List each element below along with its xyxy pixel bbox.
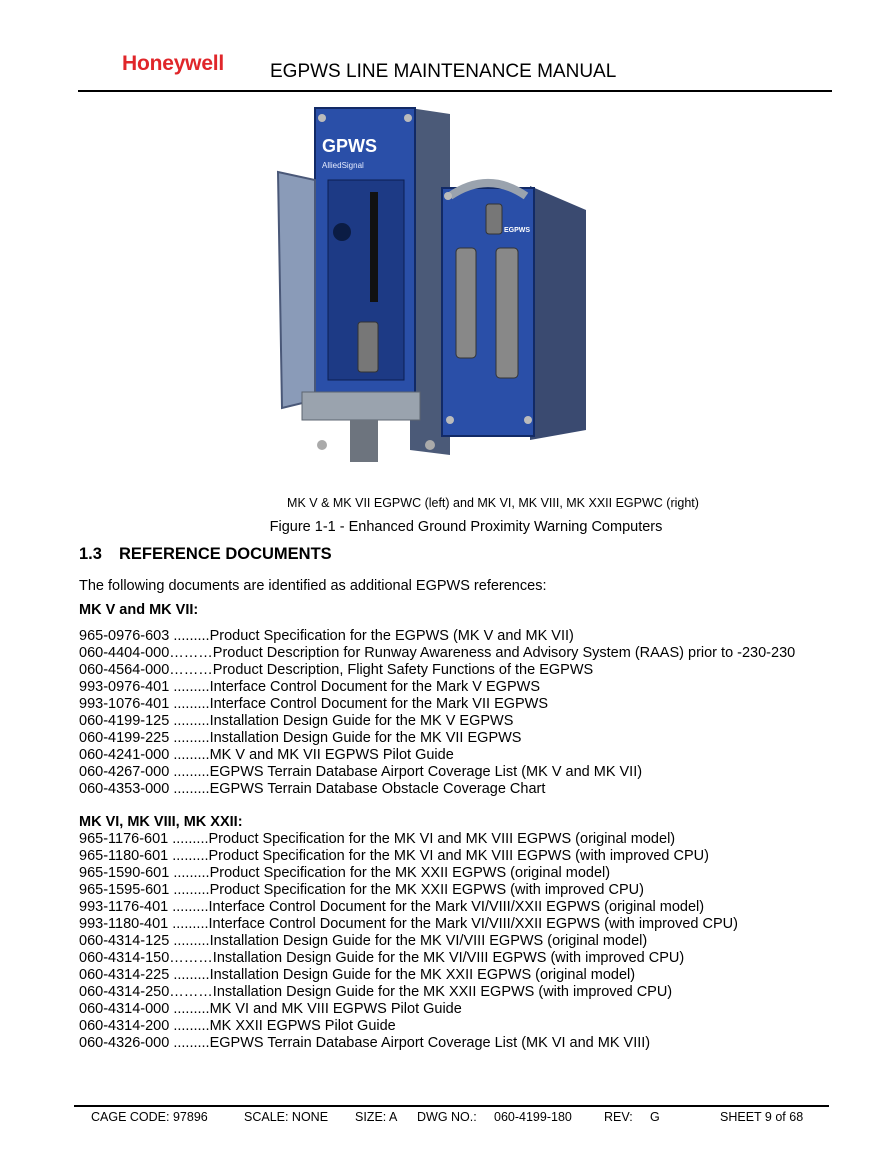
- doc-item: 965-1590-601 .........Product Specification for the MK XXII EGPWS (original model): [79, 865, 611, 881]
- rev-label: REV:: [604, 1110, 633, 1124]
- page-header: [78, 52, 832, 92]
- screw: [444, 192, 452, 200]
- group-heading-mk-v-vii: MK V and MK VII:: [79, 602, 199, 618]
- top-connector: [486, 204, 502, 234]
- egpws-computers-photo: [260, 100, 590, 472]
- doc-item: 060-4199-225 .........Installation Design Guide for the MK VII EGPWS: [79, 730, 522, 746]
- screw: [446, 416, 454, 424]
- doc-item: 993-1180-401 .........Interface Control Document for the Mark VI/VIII/XXII EGPWS (with improved CPU): [79, 916, 738, 932]
- test-connector: [333, 223, 351, 241]
- figure-caption: Figure 1-1 - Enhanced Ground Proximity Warning Computers: [269, 519, 663, 535]
- rev-value: G: [650, 1110, 660, 1124]
- doc-item: 060-4314-125 .........Installation Design Guide for the MK VI/VIII EGPWS (original model): [79, 933, 648, 949]
- manual-title: EGPWS LINE MAINTENANCE MANUAL: [270, 61, 617, 82]
- sheet-number: SHEET 9 of 68: [720, 1110, 804, 1124]
- doc-item: 060-4314-250………Installation Design Guide for the MK XXII EGPWS (with improved CPU): [79, 984, 673, 1000]
- connector-j1: [456, 248, 476, 358]
- doc-item: 060-4314-225 .........Installation Design Guide for the MK XXII EGPWS (original model): [79, 967, 636, 983]
- egpws-label: EGPWS: [504, 227, 531, 234]
- screw: [524, 416, 532, 424]
- doc-item: 965-1176-601 .........Product Specification for the MK VI and MK VIII EGPWS (original model): [79, 831, 676, 847]
- screw: [318, 114, 326, 122]
- mounting-bracket: [302, 392, 420, 420]
- group-heading-mk-vi-viii-xxii: MK VI, MK VIII, MK XXII:: [79, 814, 243, 830]
- doc-list-mk-vi-viii-xxii: [79, 831, 738, 1052]
- alliedsignal-label: AlliedSignal: [322, 161, 364, 170]
- dwg-number: 060-4199-180: [494, 1110, 572, 1124]
- doc-item: 993-1176-401 .........Interface Control Document for the Mark VI/VIII/XXII EGPWS (original model): [79, 899, 705, 915]
- connector-j2: [496, 248, 518, 378]
- doc-list-mk-v-vii: [79, 628, 795, 798]
- screw: [317, 440, 327, 450]
- doc-item: 993-1076-401 .........Interface Control Document for the Mark VII EGPWS: [79, 696, 549, 712]
- doc-item: 993-0976-401 .........Interface Control Document for the Mark V EGPWS: [79, 679, 540, 695]
- screw: [425, 440, 435, 450]
- doc-item: 965-1180-601 .........Product Specification for the MK VI and MK VIII EGPWS (with improved CPU): [79, 848, 709, 864]
- doc-item: 060-4241-000 .........MK V and MK VII EGPWS Pilot Guide: [79, 747, 454, 763]
- section-heading: [79, 545, 332, 564]
- page-footer: [74, 1105, 829, 1125]
- honeywell-logo: Honeywell: [122, 52, 225, 75]
- doc-item: 060-4314-150………Installation Design Guide for the MK VI/VIII EGPWS (with improved CPU): [79, 950, 685, 966]
- bracket-post: [350, 420, 378, 462]
- cage-code: CAGE CODE: 97896: [91, 1110, 208, 1124]
- size: SIZE: A: [355, 1110, 398, 1124]
- card-slot: [370, 192, 378, 302]
- doc-item: 060-4267-000 .........EGPWS Terrain Database Airport Coverage List (MK V and MK VII): [79, 764, 643, 780]
- doc-item: 060-4199-125 .........Installation Design Guide for the MK V EGPWS: [79, 713, 514, 729]
- figure-subcaption: MK V & MK VII EGPWC (left) and MK VI, MK VIII, MK XXII EGPWC (right): [287, 496, 699, 510]
- doc-item: 965-1595-601 .........Product Specification for the MK XXII EGPWS (with improved CPU): [79, 882, 644, 898]
- right-unit-side: [530, 186, 586, 440]
- doc-item: 060-4564-000………Product Description, Flight Safety Functions of the EGPWS: [79, 662, 594, 678]
- doc-item: 060-4404-000………Product Description for Runway Awareness and Advisory System (RAAS) prior to -230-230: [79, 645, 796, 661]
- doc-item: 060-4314-000 .........MK VI and MK VIII EGPWS Pilot Guide: [79, 1001, 462, 1017]
- left-unit-door: [278, 172, 315, 408]
- screw: [404, 114, 412, 122]
- doc-item: 060-4353-000 .........EGPWS Terrain Database Obstacle Coverage Chart: [79, 781, 546, 797]
- section-title: REFERENCE DOCUMENTS: [119, 545, 332, 563]
- section-intro: The following documents are identified as additional EGPWS references:: [79, 578, 547, 594]
- left-dsub-connector: [358, 322, 378, 372]
- scale: SCALE: NONE: [244, 1110, 329, 1124]
- section-number: 1.3: [79, 545, 102, 563]
- dwg-label: DWG NO.:: [417, 1110, 477, 1124]
- doc-item: 965-0976-603 .........Product Specification for the EGPWS (MK V and MK VII): [79, 628, 574, 644]
- doc-item: 060-4314-200 .........MK XXII EGPWS Pilot Guide: [79, 1018, 396, 1034]
- doc-item: 060-4326-000 .........EGPWS Terrain Database Airport Coverage List (MK VI and MK VIII): [79, 1035, 651, 1051]
- gpws-label: GPWS: [322, 136, 378, 156]
